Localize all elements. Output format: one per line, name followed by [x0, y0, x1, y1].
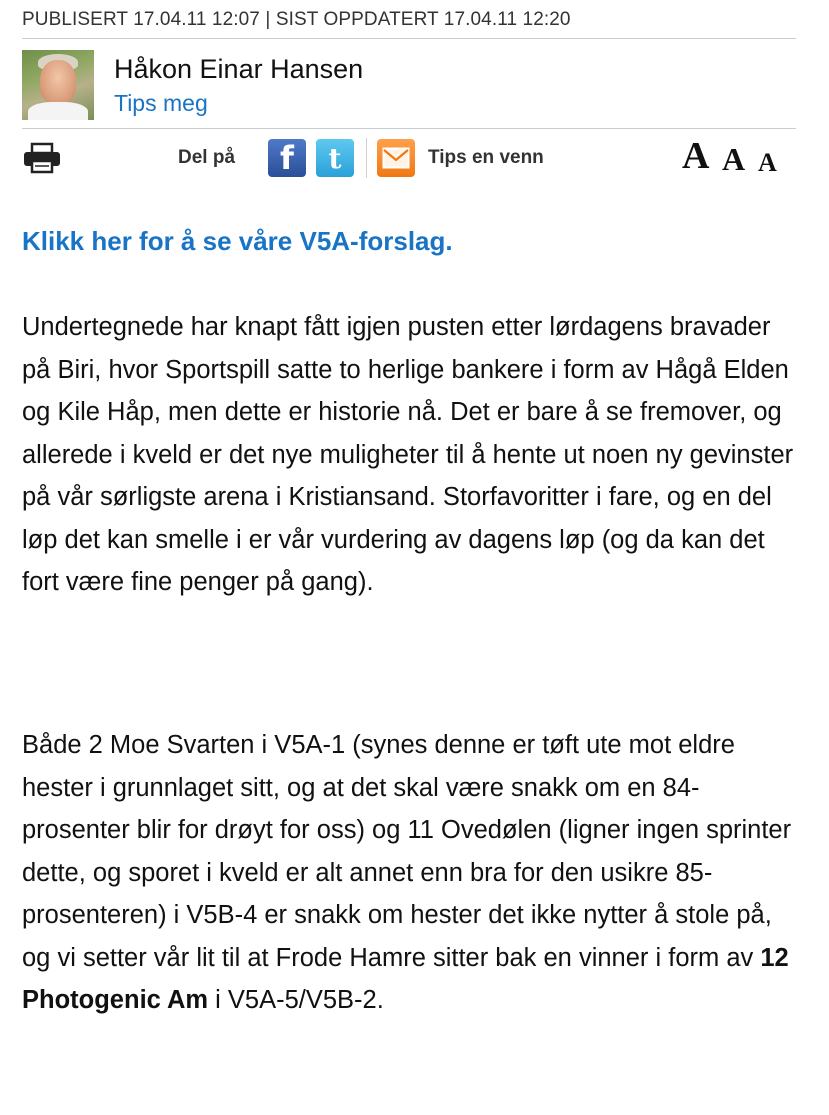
author-name: Håkon Einar Hansen: [114, 54, 364, 84]
publish-meta: [22, 9, 796, 31]
divider-top: [22, 38, 796, 39]
font-size-large-button[interactable]: A: [682, 135, 710, 177]
article-paragraph-1: Undertegnede har knapt fått igjen pusten etter lørdagens bravader på Biri, hvor Sportspill satte to herlige bankere i form av Hågå Elden og Kile Håp, men dette er historie nå. Det er bare å se fremover, og allerede i kveld er det nye muligheter til å hente ut noen ny gevinster på vår sørligste arena i Kristiansand. Storfavoritter i fare, og en del løp det kan smelle i er vår vurdering av dagens løp (og da kan det fort være fine penger på gang).: [22, 313, 794, 596]
facebook-icon[interactable]: f: [268, 139, 306, 177]
published-date: 17.04.11 12:07: [133, 9, 260, 30]
updated-label: SIST OPPDATERT: [275, 9, 439, 30]
toolbar-separator: [366, 138, 367, 178]
article-paragraph-2: [22, 724, 798, 1022]
paragraph-2-end: i V5A-5/V5B-2.: [215, 986, 384, 1014]
tip-friend-link[interactable]: Tips en venn: [428, 147, 544, 168]
v5a-proposals-link[interactable]: Klikk her for å se våre V5A-forslag.: [22, 226, 453, 256]
tips-me-link[interactable]: Tips meg: [114, 90, 208, 116]
mail-icon[interactable]: [377, 139, 415, 177]
twitter-icon[interactable]: t: [316, 139, 354, 177]
article-toolbar: [22, 136, 796, 182]
highlighted-horse: 12 Photogenic Am: [22, 943, 789, 1014]
published-label: PUBLISERT: [22, 9, 128, 30]
font-size-medium-button[interactable]: A: [722, 141, 746, 177]
meta-separator: |: [265, 9, 271, 30]
divider-author: [22, 128, 796, 129]
author-avatar[interactable]: [22, 50, 94, 120]
paragraph-2-text: Både 2 Moe Svarten i V5A-1 (synes denne er tøft ute mot eldre hester i grunnlaget sitt, og at det skal være snakk om en 84-prosenter blir for drøyt for oss) og 11 Ovedølen (ligner ingen sprinter dette, og sporet i kveld er alt annet enn bra for den usikre 85-prosenteren) i V5B-4 er snakk om hester det ikke nytter å stole på, og vi setter vår lit til at Frode Hamre sitter bak en vinner i form av: [22, 731, 792, 972]
share-label: Del på: [178, 147, 236, 168]
updated-date: 17.04.11 12:20: [443, 9, 571, 30]
font-size-small-button[interactable]: A: [758, 148, 777, 177]
print-icon[interactable]: [22, 142, 62, 174]
